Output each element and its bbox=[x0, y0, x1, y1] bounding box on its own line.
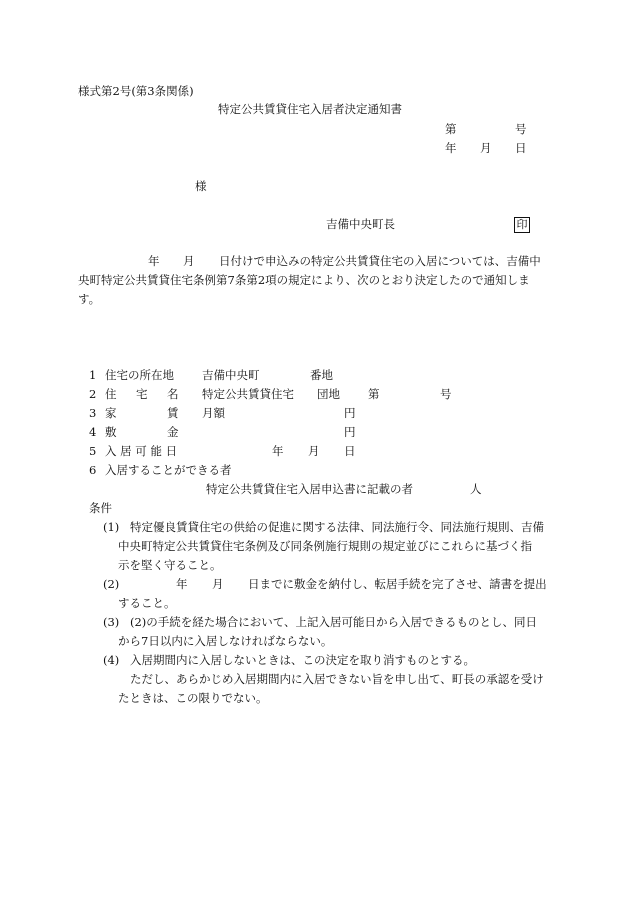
condition-1-number: (1) bbox=[103, 520, 120, 534]
item-4-number: 4 bbox=[89, 425, 97, 439]
doc-number-dai: 第 bbox=[445, 122, 457, 136]
item-2-go: 号 bbox=[440, 387, 452, 401]
doc-date-day: 日 bbox=[515, 141, 527, 155]
body-year: 年 bbox=[148, 254, 160, 268]
body-line1: 日付けで申込みの特定公共賃貸住宅の入居については、吉備中 bbox=[219, 254, 541, 268]
item-1-label: 住宅の所在地 bbox=[105, 368, 174, 382]
item-3-value: 月額 bbox=[202, 406, 225, 420]
item-2-danchi: 団地 bbox=[317, 387, 340, 401]
condition-2-line1: 日までに敷金を納付し、転居手続を完了させ、請書を提出 bbox=[248, 577, 547, 591]
item-5-year: 年 bbox=[272, 444, 284, 458]
condition-2-year: 年 bbox=[176, 577, 188, 591]
item-6-label: 入居することができる者 bbox=[105, 463, 232, 477]
body-month: 月 bbox=[183, 254, 195, 268]
item-2-label-char-2: 宅 bbox=[136, 387, 148, 401]
item-1-number: 1 bbox=[89, 368, 97, 382]
condition-4-line2: ただし、あらかじめ入居期間内に入居できない旨を申し出て、町長の承認を受け bbox=[130, 672, 544, 686]
condition-4-line1: 入居期間内に入居しないときは、この決定を取り消すものとする。 bbox=[130, 653, 475, 667]
item-4-label-char-1: 敷 bbox=[105, 425, 117, 439]
item-6-value: 特定公共賃貸住宅入居申込書に記載の者 bbox=[206, 482, 413, 496]
item-1-value-suffix: 番地 bbox=[310, 368, 333, 382]
condition-2-month: 月 bbox=[212, 577, 224, 591]
item-4-unit: 円 bbox=[344, 425, 356, 439]
form-label: 様式第2号(第3条関係) bbox=[78, 84, 194, 98]
condition-1-line1: 特定優良賃貸住宅の供給の促進に関する法律、同法施行令、同法施行規則、吉備 bbox=[130, 520, 544, 534]
item-2-dai: 第 bbox=[368, 387, 380, 401]
item-5-number: 5 bbox=[89, 444, 97, 458]
condition-1-line3: 示を堅く守ること。 bbox=[118, 558, 222, 572]
document-title: 特定公共賃貸住宅入居者決定通知書 bbox=[218, 102, 402, 116]
item-6-number: 6 bbox=[89, 463, 97, 477]
item-3-label-char-2: 賃 bbox=[167, 406, 179, 420]
condition-3-number: (3) bbox=[103, 615, 120, 629]
item-2-label-char-3: 名 bbox=[167, 387, 179, 401]
item-6-unit: 人 bbox=[470, 482, 482, 496]
doc-date-month: 月 bbox=[480, 141, 492, 155]
item-2-number: 2 bbox=[89, 387, 97, 401]
conditions-heading: 条件 bbox=[89, 501, 112, 515]
item-5-label: 入 居 可 能 日 bbox=[105, 444, 178, 458]
body-line3: す。 bbox=[78, 292, 101, 306]
item-3-label-char-1: 家 bbox=[105, 406, 117, 420]
condition-3-line2: から7日以内に入居しなければならない。 bbox=[118, 634, 333, 648]
item-3-number: 3 bbox=[89, 406, 97, 420]
condition-2-line2: すること。 bbox=[118, 596, 176, 610]
item-2-label-char-1: 住 bbox=[105, 387, 117, 401]
doc-date-year: 年 bbox=[445, 141, 457, 155]
condition-1-line2: 中央町特定公共賃貸住宅条例及び同条例施行規則の規定並びにこれらに基づく指 bbox=[118, 539, 532, 553]
item-4-label-char-2: 金 bbox=[167, 425, 179, 439]
condition-2-number: (2) bbox=[103, 577, 120, 591]
item-5-day: 日 bbox=[344, 444, 356, 458]
body-line2: 央町特定公共賃貸住宅条例第7条第2項の規定により、次のとおり決定したので通知しま bbox=[78, 273, 530, 287]
addressee-suffix: 様 bbox=[195, 179, 207, 193]
issuer-name: 吉備中央町長 bbox=[326, 217, 395, 231]
item-2-value: 特定公共賃貸住宅 bbox=[202, 387, 294, 401]
condition-4-number: (4) bbox=[103, 653, 120, 667]
doc-number-go: 号 bbox=[515, 122, 527, 136]
condition-4-line3: たときは、この限りでない。 bbox=[118, 691, 268, 705]
item-5-month: 月 bbox=[308, 444, 320, 458]
item-3-unit: 円 bbox=[344, 406, 356, 420]
condition-3-line1: (2)の手続を経た場合において、上記入居可能日から入居できるものとし、同日 bbox=[130, 615, 538, 629]
seal-mark: 印 bbox=[514, 217, 530, 233]
item-1-value-prefix: 吉備中央町 bbox=[202, 368, 260, 382]
